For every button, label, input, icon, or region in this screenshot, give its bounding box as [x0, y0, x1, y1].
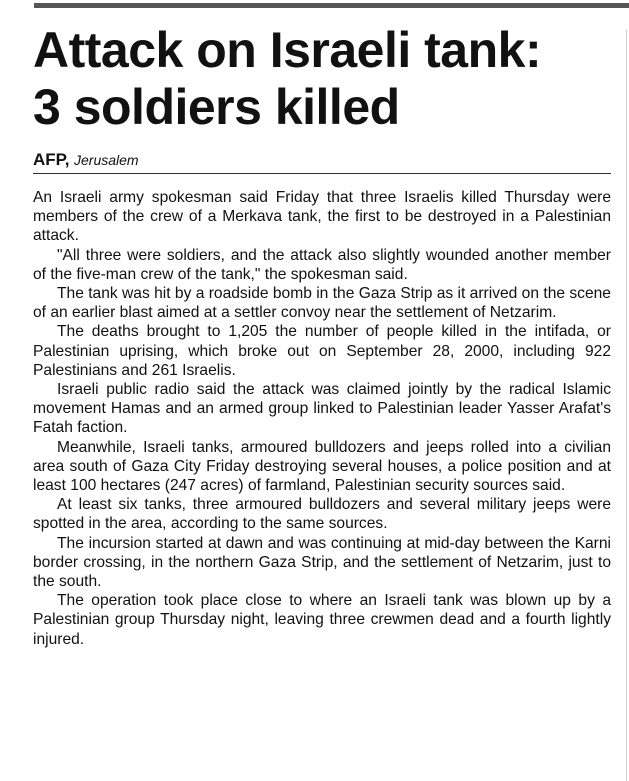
byline [33, 150, 611, 172]
headline-line-2: 3 soldiers killed [33, 79, 400, 135]
paragraph: Israeli public radio said the attack was claimed jointly by the radical Islamic movement Hamas and an armed group linked to Palestinian leader Yasser Arafat's Fatah faction. [33, 381, 611, 437]
article [33, 22, 611, 649]
paragraph: "All three were soldiers, and the attack also slightly wounded another member of the five-man crew of the tank," the spokesman said. [33, 246, 611, 283]
headline-line-1: Attack on Israeli tank: [33, 22, 542, 78]
paragraph: The deaths brought to 1,205 the number of people killed in the intifada, or Palestinian uprising, which broke out on September 28, 2000, including 922 Palestinians and 261 Israelis. [33, 323, 611, 379]
headline [33, 22, 611, 136]
paragraph: At least six tanks, three armoured bulldozers and several military jeeps were spotted in the area, according to the same sources. [33, 496, 611, 533]
paragraph: Meanwhile, Israeli tanks, armoured bulldozers and jeeps rolled into a civilian area south of Gaza City Friday destroying several houses, a police position and at least 100 hectares (247 acres) of farmland, Palestinian security sources said. [33, 438, 611, 495]
paragraph: An Israeli army spokesman said Friday that three Israelis killed Thursday were members of the crew of a Merkava tank, the first to be destroyed in a Palestinian attack. [33, 189, 611, 245]
paragraph: The tank was hit by a roadside bomb in the Gaza Strip as it arrived on the scene of an earlier blast aimed at a settler convoy near the settlement of Netzarim. [33, 285, 611, 322]
paragraph: The operation took place close to where an Israeli tank was blown up by a Palestinian group Thursday night, leaving three crewmen dead and a fourth lightly injured. [33, 592, 611, 648]
article-body [33, 188, 611, 649]
byline-place: Jerusalem [74, 152, 139, 168]
byline-rule [33, 173, 611, 174]
byline-agency: AFP, [33, 150, 70, 169]
top-rule [34, 3, 629, 8]
column-edge [626, 30, 627, 781]
paragraph: The incursion started at dawn and was continuing at mid-day between the Karni border crossing, in the northern Gaza Strip, and the settlement of Netzarim, just to the south. [33, 534, 611, 591]
